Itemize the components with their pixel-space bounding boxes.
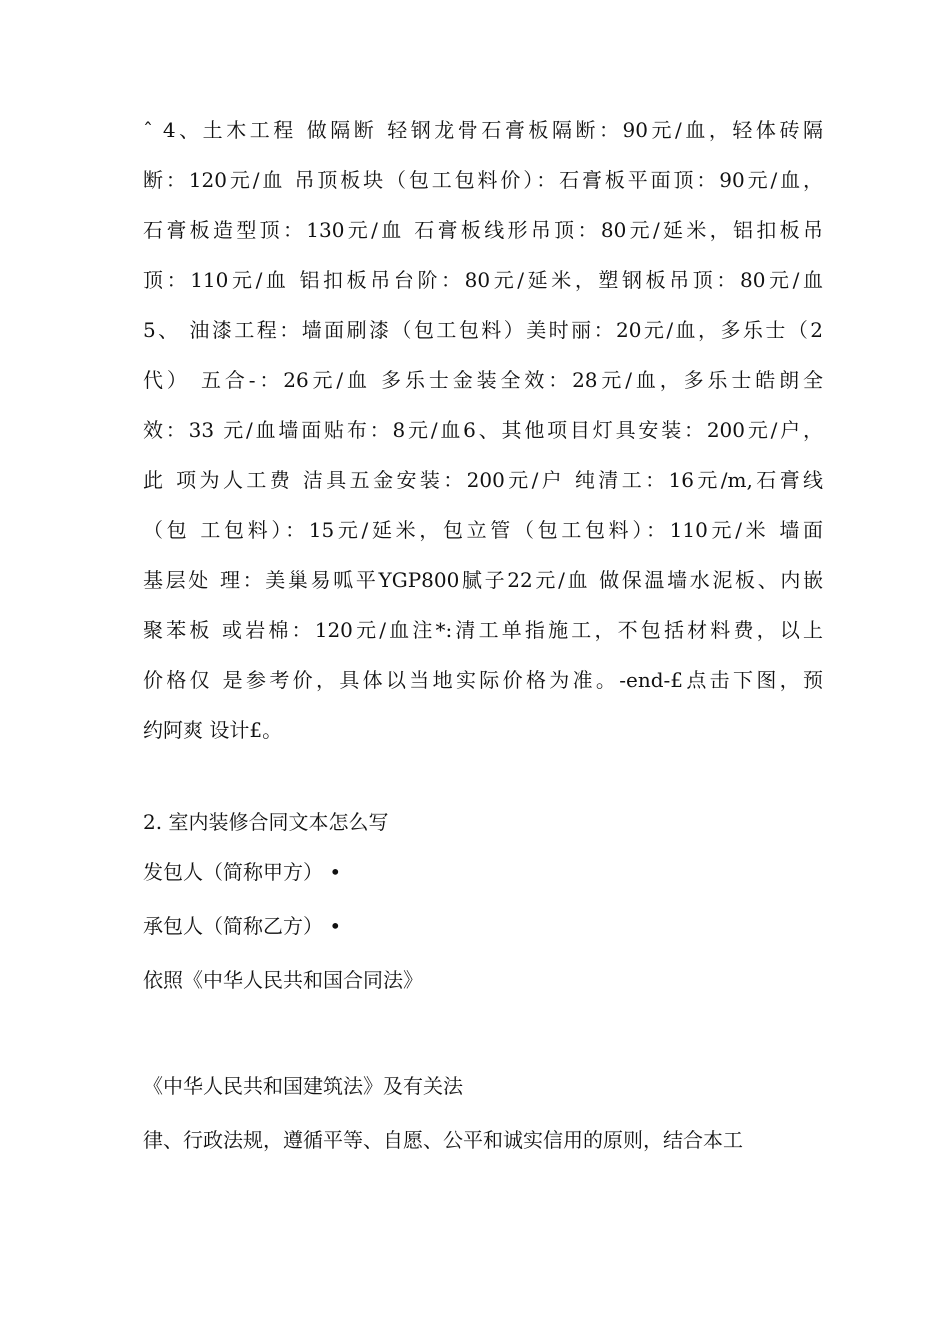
paragraph-line: 断：120元/血 吊顶板块（包工包料价）：石膏板平面顶：90元/血， — [143, 168, 823, 192]
paragraph-line: 效：33 元/血墙面贴布：8元/血6、其他项目灯具安装：200元/户， — [143, 418, 823, 442]
paragraph-line: （包 工包料）：15元/延米，包立管（包工包料）：110元/米 墙面 — [143, 518, 823, 542]
paragraph-line: 约阿爽 设计£。 — [143, 718, 283, 742]
paragraph-line: 基层处 理：美巢易呱平YGP800腻子22元/血 做保温墙水泥板、内嵌 — [143, 568, 823, 592]
paragraph-line: 5、 油漆工程：墙面刷漆（包工包料）美时丽：20元/血，多乐士（2 — [143, 318, 823, 342]
party-a-line: 发包人（简称甲方） • — [143, 860, 342, 884]
price-list-paragraph — [143, 105, 823, 755]
paragraph-line: 价格仅 是参考价，具体以当地实际价格为准。-end-£点击下图，预 — [143, 668, 823, 692]
party-b-line: 承包人（简称乙方） • — [143, 914, 342, 938]
section-heading: 2. 室内装修合同文本怎么写 — [143, 810, 389, 834]
paragraph-line: 顶：110元/血 铝扣板吊台阶：80元/延米，塑钢板吊顶：80元/血 — [143, 268, 823, 292]
construction-law-line: 《中华人民共和国建筑法》及有关法 — [143, 1074, 463, 1098]
paragraph-line: 代） 五合-：26元/血 多乐士金装全效：28元/血，多乐士皓朗全 — [143, 368, 823, 392]
paragraph-line: ˆ 4、土木工程 做隔断 轻钢龙骨石膏板隔断：90元/血，轻体砖隔 — [143, 118, 823, 142]
principles-line: 律、行政法规，遵循平等、自愿、公平和诚实信用的原则，结合本工 — [143, 1128, 743, 1152]
paragraph-line: 石膏板造型顶：130元/血 石膏板线形吊顶：80元/延米，铝扣板吊 — [143, 218, 823, 242]
paragraph-line: 聚苯板 或岩棉：120元/血注*:清工单指施工，不包括材料费，以上 — [143, 618, 823, 642]
paragraph-line: 此 项为人工费 洁具五金安装：200元/户 纯清工：16元/m,石膏线 — [143, 468, 823, 492]
contract-law-basis-line: 依照《中华人民共和国合同法》 — [143, 968, 423, 992]
